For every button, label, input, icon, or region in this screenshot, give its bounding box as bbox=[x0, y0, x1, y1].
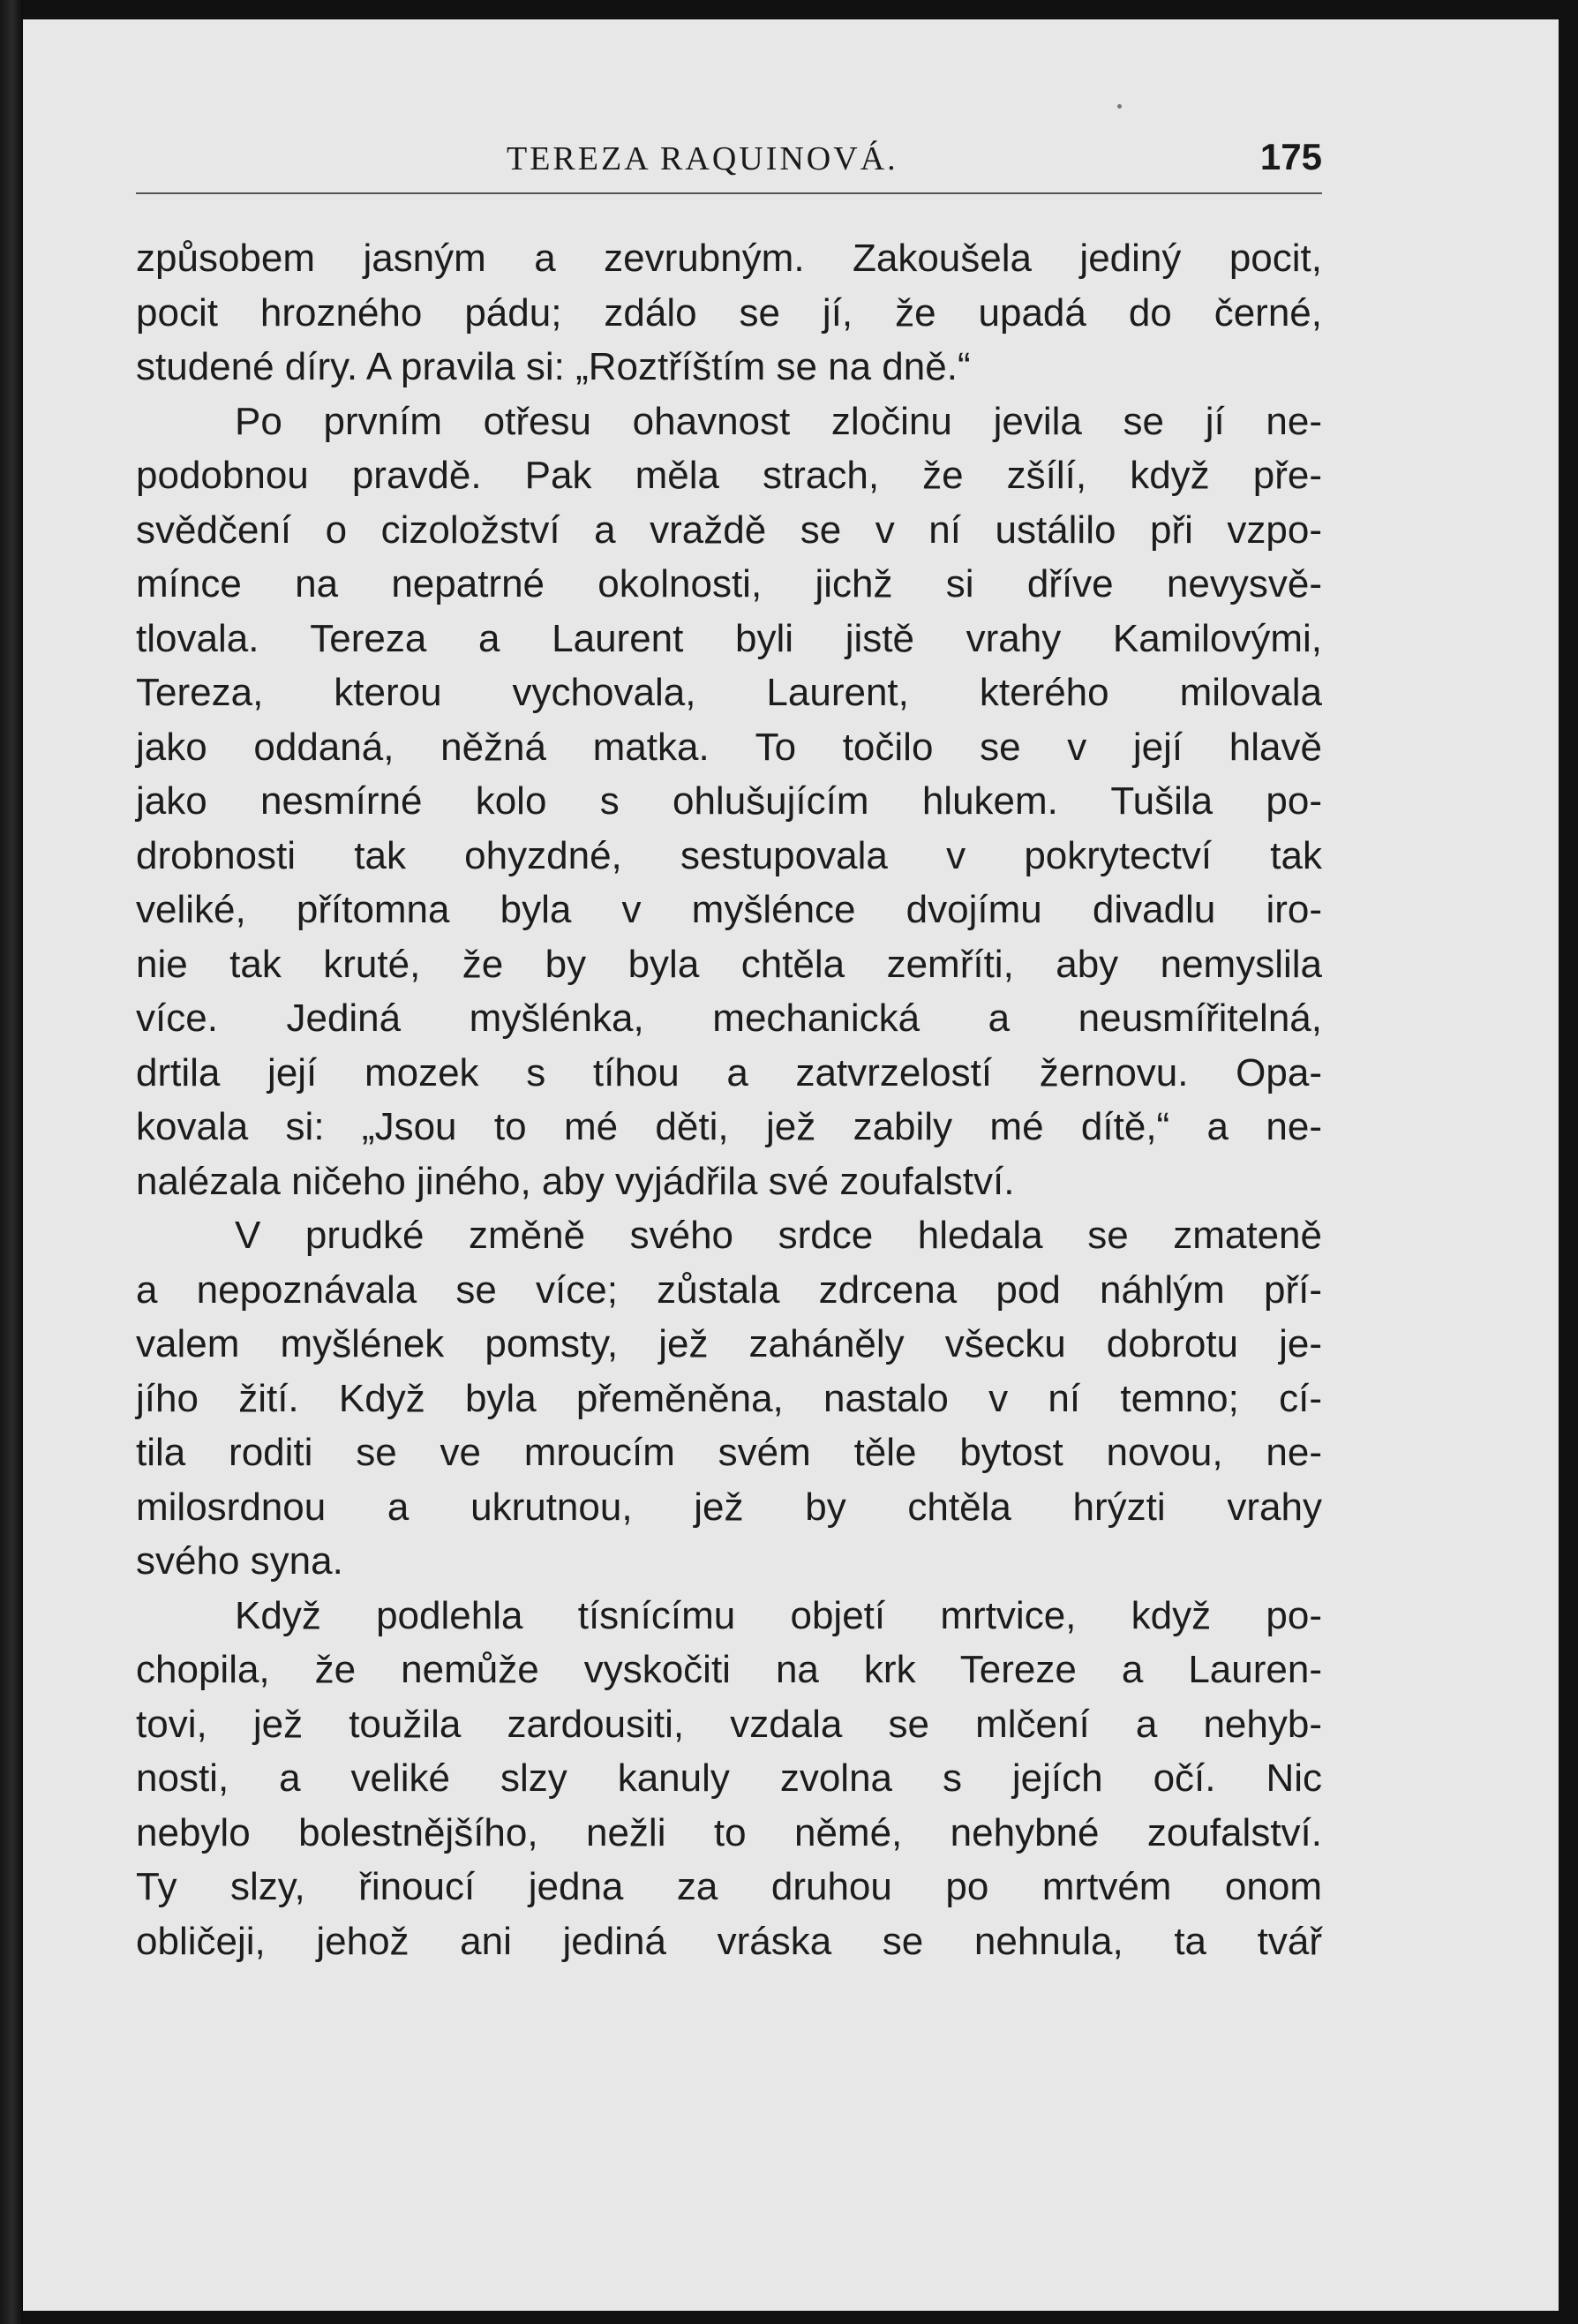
scan-left-edge bbox=[0, 0, 23, 2324]
text-line: jího žití. Když byla přeměněna, nastalo v ní temno; cí- bbox=[136, 1376, 1322, 1420]
text-line: valem myšlének pomsty, jež zaháněly všecku dobrotu je- bbox=[136, 1322, 1322, 1365]
text-line: pocit hrozného pádu; zdálo se jí, že upadá do černé, bbox=[136, 290, 1322, 335]
scan-speck bbox=[1117, 104, 1122, 109]
text-line: nalézala ničeho jiného, aby vyjádřila své zoufalství. bbox=[136, 1159, 1015, 1203]
text-line: více. Jediná myšlénka, mechanická a neusmířitelná, bbox=[136, 997, 1322, 1040]
text-line: obličeji, jehož ani jediná vráska se nehnula, ta tvář bbox=[136, 1919, 1322, 1963]
text-line: tovi, jež toužila zardousiti, vzdala se mlčení a nehyb- bbox=[136, 1702, 1322, 1746]
page-number: 175 bbox=[1259, 136, 1322, 177]
body-text bbox=[136, 231, 1322, 1968]
text-line: veliké, přítomna byla v myšlénce dvojímu divadlu iro- bbox=[136, 888, 1322, 931]
text-line: svědčení o cizoložství a vraždě se v ní ustálilo při vzpo- bbox=[136, 508, 1322, 552]
text-line: způsobem jasným a zevrubným. Zakoušela jediný pocit, bbox=[136, 237, 1322, 280]
text-line: V prudké změně svého srdce hledala se zmateně bbox=[235, 1214, 1322, 1257]
text-line: jako nesmírné kolo s ohlušujícím hlukem. Tušila po- bbox=[136, 779, 1322, 823]
text-line: tlovala. Tereza a Laurent byli jistě vrahy Kamilovými, bbox=[136, 616, 1322, 660]
text-line: tila roditi se ve mroucím svém těle bytost novou, ne- bbox=[136, 1431, 1322, 1474]
text-line: chopila, že nemůže vyskočiti na krk Tereze a Lauren- bbox=[136, 1648, 1322, 1691]
text-line: svého syna. bbox=[136, 1539, 343, 1583]
text-line: milosrdnou a ukrutnou, jež by chtěla hrýzti vrahy bbox=[136, 1485, 1322, 1529]
text-line: jako oddaná, něžná matka. To točilo se v její hlavě bbox=[136, 725, 1322, 769]
running-header bbox=[136, 132, 1322, 192]
text-line: nie tak kruté, že by byla chtěla zemříti, aby nemyslila bbox=[136, 942, 1322, 986]
text-line: Ty slzy, řinoucí jedna za druhou po mrtvém onom bbox=[136, 1865, 1322, 1908]
text-line: kovala si: „Jsou to mé děti, jež zabily mé dítě,“ a ne- bbox=[136, 1105, 1322, 1148]
header-rule bbox=[136, 192, 1322, 194]
running-title: TEREZA RAQUINOVÁ. bbox=[507, 140, 898, 177]
text-line: mínce na nepatrné okolnosti, jichž si dříve nevysvě- bbox=[136, 562, 1322, 605]
text-line: nosti, a veliké slzy kanuly zvolna s jejích očí. Nic bbox=[136, 1756, 1322, 1800]
text-line: drobnosti tak ohyzdné, sestupovala v pokrytectví tak bbox=[136, 833, 1322, 877]
text-line: drtila její mozek s tíhou a zatvrzelostí žernovu. Opa- bbox=[136, 1050, 1322, 1094]
text-line: nebylo bolestnějšího, nežli to němé, nehybné zoufalství. bbox=[136, 1810, 1322, 1854]
text-line: Po prvním otřesu ohavnost zločinu jevila se jí ne- bbox=[235, 399, 1322, 443]
text-line: a nepoznávala se více; zůstala zdrcena pod náhlým pří- bbox=[136, 1267, 1322, 1312]
text-line: Když podlehla tísnícímu objetí mrtvice, když po- bbox=[235, 1593, 1322, 1637]
text-line: podobnou pravdě. Pak měla strach, že zšílí, když pře- bbox=[136, 454, 1322, 497]
text-line: studené díry. A pravila si: „Roztříštím se na dně.“ bbox=[136, 345, 971, 388]
text-line: Tereza, kterou vychovala, Laurent, kterého milovala bbox=[136, 671, 1322, 714]
